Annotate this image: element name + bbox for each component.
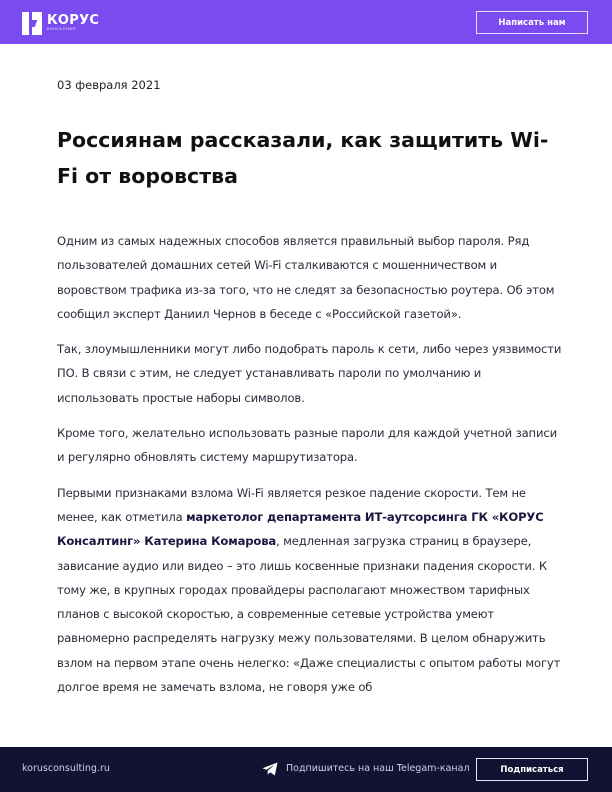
article-title: Россиянам рассказали, как защитить Wi-Fi от воровства: [57, 128, 549, 188]
site-footer: [0, 747, 612, 792]
paragraph-text: , медленная загрузка страниц в браузере, зависание аудио или видео – это лишь косвенные признаки падения скорости. К тому же, в крупных городах провайдеры располагают множеством тарифных планов с высокой скоростью, а современные сетевые устройства умеют равномерно распределять нагрузку межу пользователями. В целом обнаружить взлом на первом этапе очень нелегко: «Даже специалисты с опытом работы могут долгое время не замечать взлома, не говоря уже об: [57, 534, 561, 695]
subscribe-button[interactable]: Подписаться: [476, 758, 588, 781]
paragraph: [57, 481, 562, 700]
paragraph: Кроме того, желательно использовать разные пароли для каждой учетной записи и регулярно обновлять систему маршрутизатора.: [57, 426, 557, 465]
logo-subtitle: КОНСАЛТИНГ: [47, 27, 77, 31]
korus-logo[interactable]: [22, 11, 99, 35]
paragraph: Одним из самых надежных способов является правильный выбор пароля. Ряд пользователей домашних сетей Wi-Fi сталкиваются с мошенничеством и воровством трафика из-за того, что не следят за безопасностью роутера. Об этом сообщил эксперт Даниил Чернов в беседе с «Российской газетой».: [57, 234, 555, 321]
site-header: [0, 0, 612, 44]
site-link[interactable]: korusconsulting.ru: [22, 763, 110, 774]
telegram-subscribe-text: Подпишитесь на наш Telegam-канал: [286, 763, 470, 774]
article-date: 03 февраля 2021: [57, 78, 161, 92]
telegram-icon: [262, 762, 278, 776]
article-body: [57, 229, 562, 710]
paragraph: Так, злоумышленники могут либо подобрать пароль к сети, либо через уязвимости ПО. В связи с этим, не следует устанавливать пароли по умолчанию и использовать простые наборы символов.: [57, 342, 562, 405]
write-us-button[interactable]: Написать нам: [476, 11, 588, 34]
expert-name-highlight: маркетолог департамента ИТ-аутсорсинга ГК «КОРУС Консалтинг» Катерина Комарова: [57, 509, 544, 549]
paragraph-text: Первыми признаками взлома Wi-Fi является резкое падение скорости. Тем не менее, как отметила: [57, 485, 526, 524]
logo-mark-icon: [22, 12, 42, 35]
logo-name: КОРУС: [47, 13, 100, 28]
